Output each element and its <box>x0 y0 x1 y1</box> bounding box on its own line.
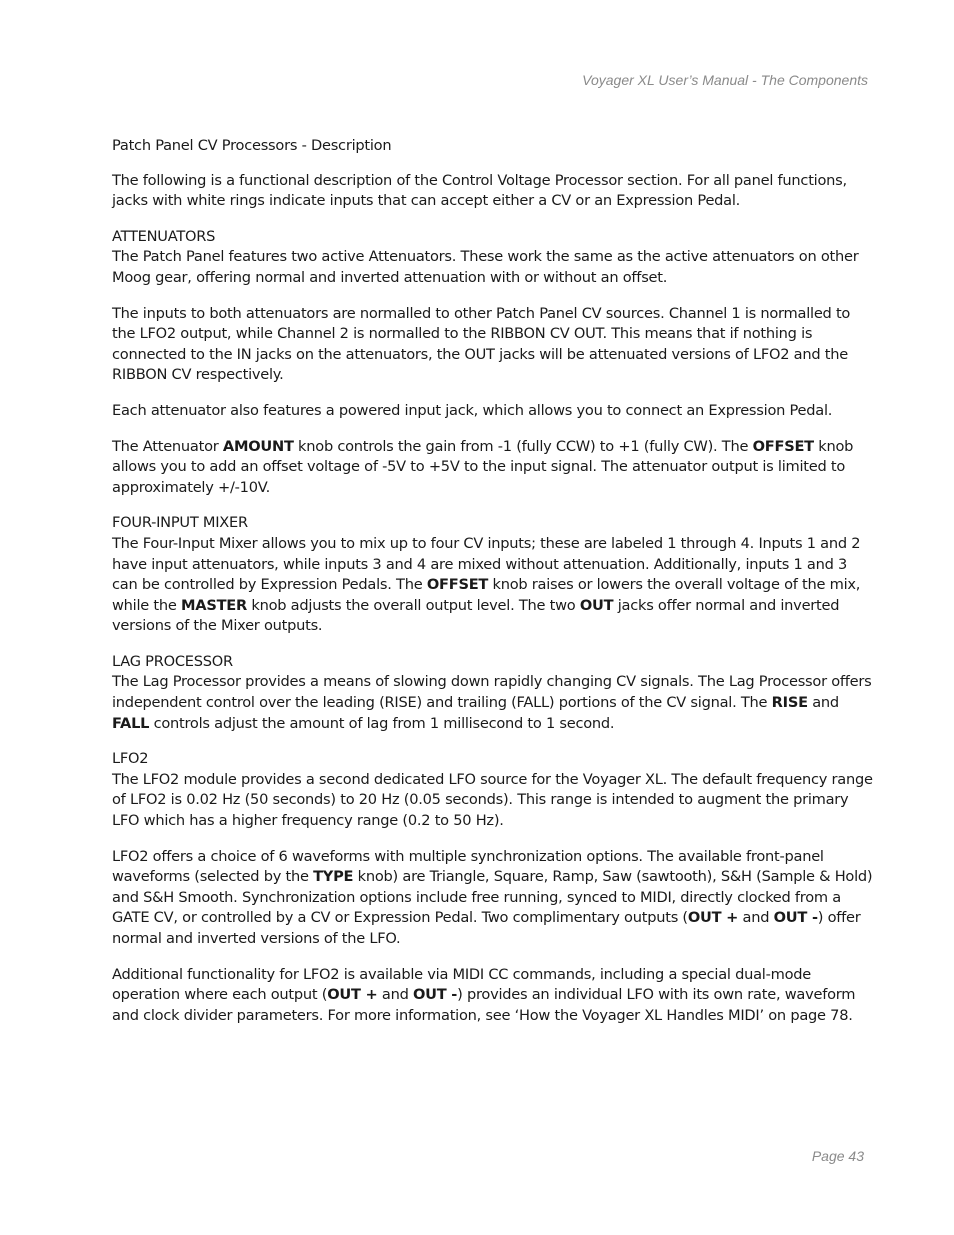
out-minus-keyword: OUT - <box>413 986 458 1004</box>
mixer-heading: FOUR-INPUT MIXER <box>112 514 248 532</box>
text-run: ) provides an individual LFO with its own rate, waveform and clock divider parameters. For more information, see ‘How the Voyager XL Handles MIDI’ on page 78. <box>112 986 856 1024</box>
attenuators-paragraph-1: The Patch Panel features two active Attenuators. These work the same as the active attenuators on other Moog gear, offering normal and inverted attenuation with or without an offset. <box>112 248 859 286</box>
lfo2-block <box>112 749 874 831</box>
text-run: The Four-Input Mixer allows you to mix up to four CV inputs; these are labeled 1 through 4. Inputs 1 and 2 have input attenuators, while inputs 3 and 4 are mixed without attenuation. Additionally, inputs 1 and 3 can be controlled by Expression Pedals. The <box>112 534 861 594</box>
text-run: controls adjust the amount of lag from 1 millisecond to 1 second. <box>149 714 615 732</box>
lfo2-paragraph-3 <box>112 965 874 1027</box>
text-run: knob allows you to add an offset voltage of -5V to +5V to the input signal. The attenuator output is limited to approximately +/-10V. <box>112 437 854 496</box>
mixer-block <box>112 513 874 637</box>
type-keyword: TYPE <box>313 868 354 886</box>
out-plus-keyword: OUT + <box>687 909 739 927</box>
text-run: knob controls the gain from -1 (fully CCW) to +1 (fully CW). The <box>293 437 753 455</box>
attenuators-block <box>112 227 874 289</box>
offset-keyword: OFFSET <box>426 576 489 594</box>
lag-heading: LAG PROCESSOR <box>112 652 233 670</box>
text-run: and <box>377 986 413 1004</box>
text-run: and <box>807 694 839 712</box>
attenuators-paragraph-3: Each attenuator also features a powered input jack, which allows you to connect an Expression Pedal. <box>112 401 833 419</box>
text-run: knob adjusts the overall output level. The two <box>247 596 580 614</box>
master-keyword: MASTER <box>181 596 248 614</box>
main-content <box>112 136 874 1041</box>
text-run: jacks offer normal and inverted versions of the Mixer outputs. <box>112 596 840 635</box>
page-number: Page 43 <box>811 1148 864 1164</box>
lfo2-paragraph-1: The LFO2 module provides a second dedicated LFO source for the Voyager XL. The default frequency range of LFO2 is 0.02 Hz (50 seconds) to 20 Hz (0.05 seconds). This range is intended to augment the primary LFO which has a higher frequency range (0.2 to 50 Hz). <box>112 770 873 830</box>
attenuators-paragraph-4 <box>112 437 874 499</box>
lfo2-heading: LFO2 <box>112 750 149 768</box>
attenuators-paragraph-2: The inputs to both attenuators are normalled to other Patch Panel CV sources. Channel 1 is normalled to the LFO2 output, while Channel 2 is normalled to the RIBBON CV OUT. This means that if nothing is connected to the IN jacks on the attenuators, the OUT jacks will be attenuated versions of LFO2 and the RIBBON CV respectively. <box>112 304 851 384</box>
text-run: ) offer normal and inverted versions of the LFO. <box>112 909 861 947</box>
intro-paragraph: The following is a functional description of the Control Voltage Processor section. For all panel functions, jacks with white rings indicate inputs that can accept either a CV or an Expression Pedal. <box>112 171 847 210</box>
text-run: knob) are Triangle, Square, Ramp, Saw (sawtooth), S&H (Sample & Hold) and S&H Smooth. Synchronization options include free running, synced to MIDI, directly clocked from a GATE CV, or controlled by a CV or Expression Pedal. Two complimentary outputs ( <box>112 868 873 927</box>
attenuators-heading: ATTENUATORS <box>112 227 216 245</box>
text-run: knob raises or lowers the overall voltage of the mix, while the <box>112 576 861 614</box>
rise-keyword: RISE <box>771 694 808 712</box>
out-keyword: OUT <box>579 596 614 614</box>
lag-block <box>112 652 874 734</box>
text-run: The Attenuator <box>112 437 223 455</box>
out-minus-keyword: OUT - <box>773 909 818 927</box>
out-plus-keyword: OUT + <box>327 986 378 1004</box>
amount-keyword: AMOUNT <box>222 437 294 455</box>
text-run: and <box>738 909 774 927</box>
text-run: Additional functionality for LFO2 is available via MIDI CC commands, including a special dual-mode operation where each output ( <box>112 965 812 1004</box>
lfo2-paragraph-2 <box>112 847 874 950</box>
running-header: Voyager XL User’s Manual - The Components <box>582 72 868 88</box>
section-title: Patch Panel CV Processors - Description <box>112 137 392 154</box>
text-run: The Lag Processor provides a means of slowing down rapidly changing CV signals. The Lag Processor offers independent control over the leading (RISE) and trailing (FALL) portions of the CV signal. The <box>112 673 872 712</box>
text-run: LFO2 offers a choice of 6 waveforms with multiple synchronization options. The available front-panel waveforms (selected by the <box>112 847 824 886</box>
fall-keyword: FALL <box>112 714 150 732</box>
offset-keyword: OFFSET <box>752 437 814 455</box>
